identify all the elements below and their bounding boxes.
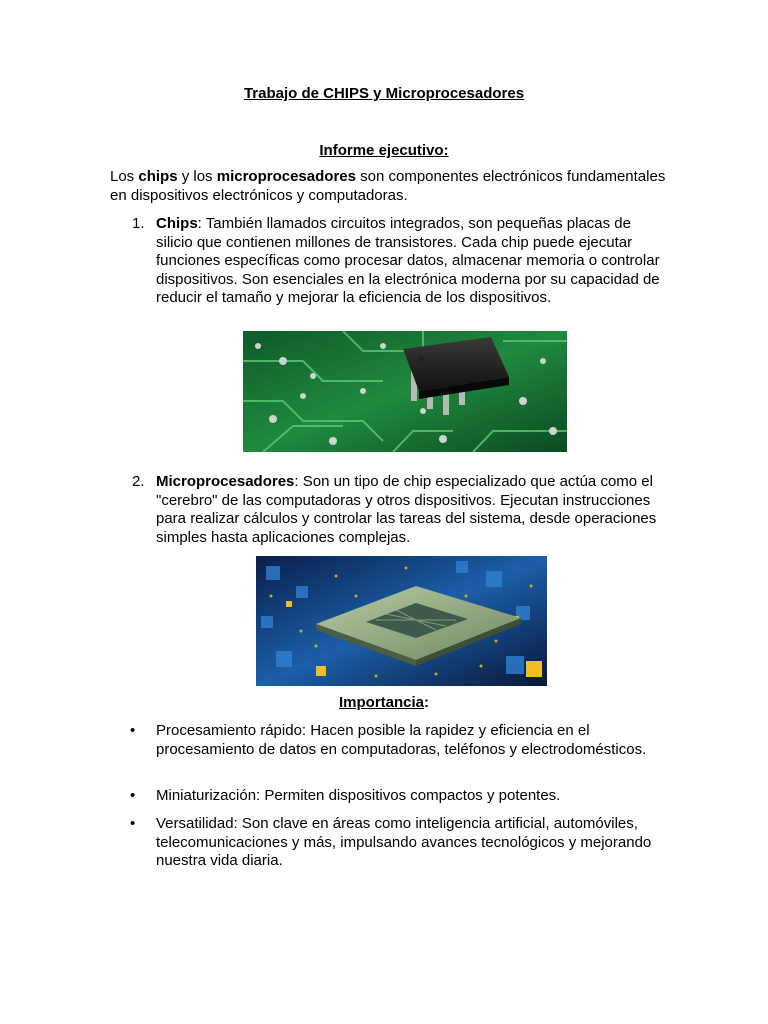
section-heading-importance	[0, 693, 768, 713]
importance-colon: :	[424, 694, 430, 711]
section-heading-executive: Informe ejecutivo:	[319, 142, 449, 159]
bullet-symbol: •	[130, 815, 136, 832]
intro-text-2: y los	[177, 168, 217, 185]
document-title: Trabajo de CHIPS y Microprocesadores	[243, 85, 525, 102]
bullet-item-versatilidad: Versatilidad: Son clave en áreas como inteligencia artificial, automóviles, telecomunicaciones y más, impulsando avances tecnológicos y mejorando nuestra vida diaria.	[156, 815, 652, 869]
list-item-text: : También llamados circuitos integrados, son pequeñas placas de silicio que contienen millones de transistores. Cada chip puede ejecutar funciones específicas como procesar datos, almacenar memoria o controlar dispositivos. Son esenciales en la electrónica moderna por su capacidad de reducir el tamaño y mejorar la eficiencia de los dispositivos.	[156, 215, 660, 306]
list-item-term: Chips	[156, 215, 198, 232]
bullet-item-procesamiento: Procesamiento rápido: Hacen posible la rapidez y eficiencia en el procesamiento de datos en computadoras, teléfonos y electrodomésticos.	[156, 722, 647, 758]
microprocessor-image	[256, 556, 547, 686]
list-item-term: Microprocesadores	[156, 473, 295, 490]
intro-paragraph	[110, 168, 670, 205]
intro-term-chips: chips	[138, 168, 178, 185]
list-item-text: : Son un tipo de chip especializado que actúa como el "cerebro" de las computadoras y otros dispositivos. Ejecutan instrucciones para realizar cálculos y controlar las tareas del sistema, desde operaciones simples hasta aplicaciones complejas.	[156, 473, 657, 546]
list-number-1: 1.	[132, 215, 145, 232]
bullet-symbol: •	[130, 722, 136, 739]
importance-label: Importancia	[338, 694, 425, 711]
intro-text-3: son componentes electrónicos fundamentales en dispositivos electrónicos y computadoras.	[110, 168, 666, 204]
bullet-item-miniaturizacion: Miniaturización: Permiten dispositivos compactos y potentes.	[156, 787, 561, 804]
list-number-2: 2.	[132, 473, 145, 490]
list-item-microprocesadores	[156, 473, 666, 547]
intro-text-1: Los	[110, 168, 139, 185]
chip-on-circuit-board-image	[243, 331, 567, 452]
list-item-chips	[156, 215, 666, 308]
bullet-symbol: •	[130, 787, 136, 804]
intro-term-microprocesadores: microprocesadores	[216, 168, 356, 185]
